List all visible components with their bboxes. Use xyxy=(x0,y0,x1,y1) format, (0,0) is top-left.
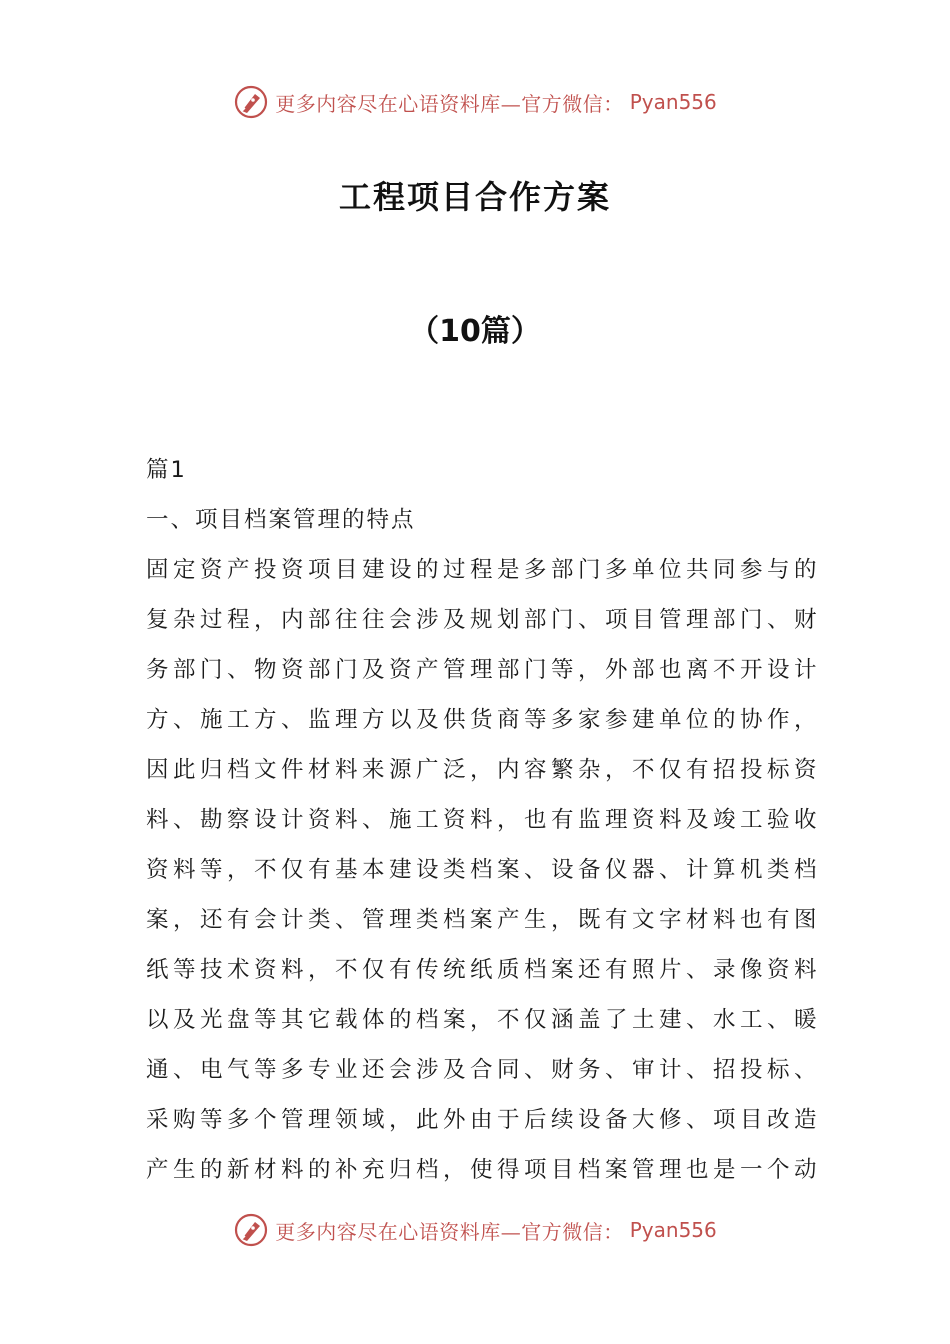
body-line: 资料等，不仅有基本建设类档案、设备仪器、计算机类档 xyxy=(146,857,822,883)
watermark-wechat-id: Pyan556 xyxy=(629,1218,717,1242)
body-line: 产生的新材料的补充归档，使得项目档案管理也是一个动 xyxy=(146,1157,822,1183)
chapter-label: 篇1 xyxy=(146,457,187,483)
body-line: 方、施工方、监理方以及供货商等多家参建单位的协作， xyxy=(146,707,822,733)
watermark-text: 更多内容尽在心语资料库—官方微信： xyxy=(275,1219,624,1244)
document-subtitle: （10篇） xyxy=(409,314,541,349)
footer-watermark xyxy=(0,1210,950,1250)
header-watermark xyxy=(0,82,950,122)
body-line: 因此归档文件材料来源广泛，内容繁杂，不仅有招投标资 xyxy=(146,757,822,783)
section-heading: 一、项目档案管理的特点 xyxy=(146,507,416,533)
body-line: 务部门、物资部门及资产管理部门等，外部也离不开设计 xyxy=(146,657,822,683)
body-line: 固定资产投资项目建设的过程是多部门多单位共同参与的 xyxy=(146,557,822,583)
body-line: 以及光盘等其它载体的档案，不仅涵盖了土建、水工、暖 xyxy=(146,1007,822,1033)
pen-nib-logo-icon xyxy=(233,84,269,120)
body-line: 料、勘察设计资料、施工资料，也有监理资料及竣工验收 xyxy=(146,807,822,833)
watermark-text: 更多内容尽在心语资料库—官方微信： xyxy=(275,91,624,116)
body-line: 案，还有会计类、管理类档案产生，既有文字材料也有图 xyxy=(146,907,822,933)
document-body xyxy=(146,445,822,1195)
body-line: 采购等多个管理领域，此外由于后续设备大修、项目改造 xyxy=(146,1107,822,1133)
pen-nib-logo-icon xyxy=(233,1212,269,1248)
document-title: 工程项目合作方案 xyxy=(338,178,611,216)
watermark-wechat-id: Pyan556 xyxy=(629,90,717,114)
body-line: 复杂过程，内部往往会涉及规划部门、项目管理部门、财 xyxy=(146,607,822,633)
body-line: 纸等技术资料，不仅有传统纸质档案还有照片、录像资料 xyxy=(146,957,822,983)
body-line: 通、电气等多专业还会涉及合同、财务、审计、招投标、 xyxy=(146,1057,822,1083)
